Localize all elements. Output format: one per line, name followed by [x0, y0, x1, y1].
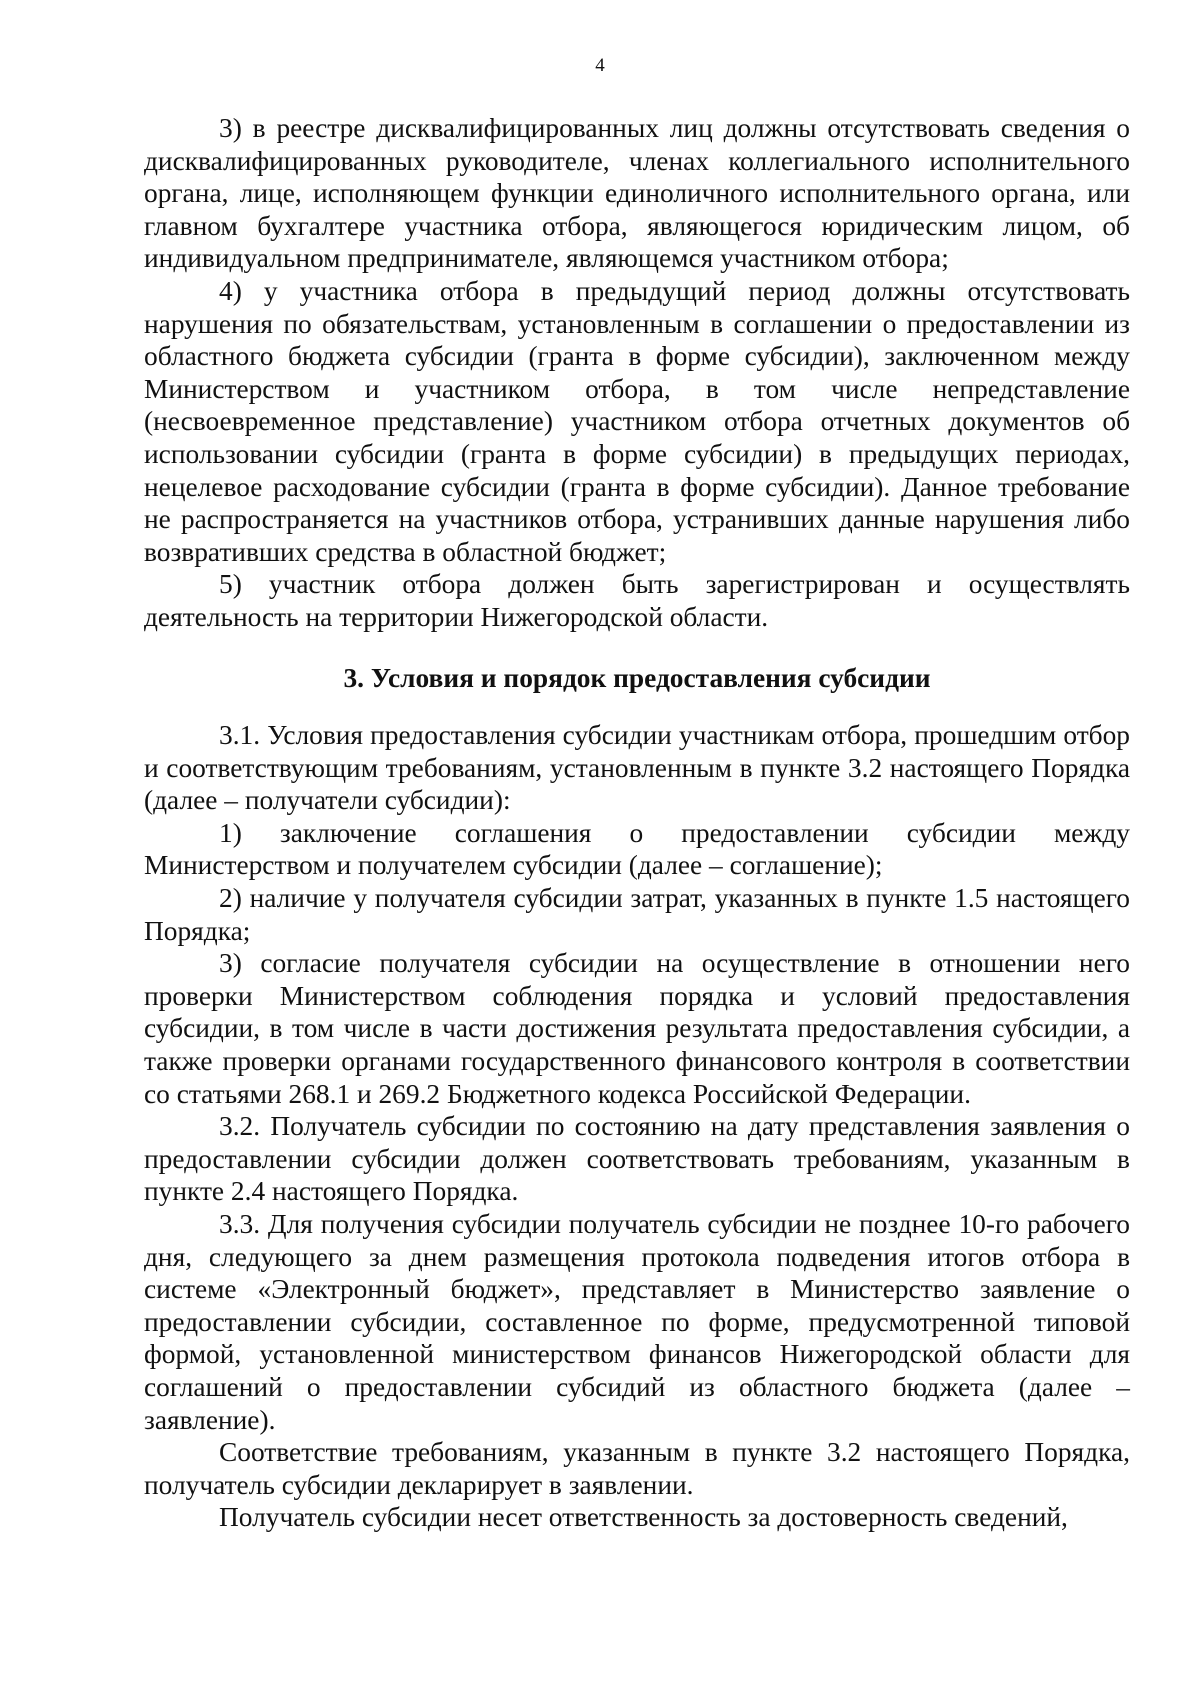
paragraph-3-1-item-1: 1) заключение соглашения о предоставлении субсидии между Министерством и получателем субсидии (далее – соглашение);: [144, 817, 1130, 881]
paragraph-3-3-responsibility: Получатель субсидии несет ответственность за достоверность сведений,: [219, 1502, 1068, 1533]
document-body: [144, 112, 1130, 1534]
paragraph-3-1: 3.1. Условия предоставления субсидии участникам отбора, прошедшим отбор и соответствующим требованиям, установленным в пункте 3.2 настоящего Порядка (далее – получатели субсидии):: [144, 720, 1130, 816]
section-heading: 3. Условия и порядок предоставления субсидии: [343, 662, 931, 693]
paragraph-3-2: 3.2. Получатель субсидии по состоянию на дату представления заявления о предоставлении субсидии должен соответствовать требованиям, указанным в пункте 2.4 настоящего Порядка.: [144, 1111, 1130, 1207]
paragraph-3-1-item-3: 3) согласие получателя субсидии на осуществление в отношении него проверки Министерством соблюдения порядка и условий предоставления субсидии, в том числе в части достижения результата предоставления субсидии, а также проверки органами государственного финансового контроля в соответствии со статьями 268.1 и 269.2 Бюджетного кодекса Российской Федерации.: [144, 948, 1130, 1109]
paragraph-3-1-item-2: 2) наличие у получателя субсидии затрат, указанных в пункте 1.5 настоящего Порядка;: [144, 883, 1130, 946]
paragraph-3-3: 3.3. Для получения субсидии получатель субсидии не позднее 10-го рабочего дня, следующего за днем размещения протокола подведения итогов отбора в системе «Электронный бюджет», представляет в Министерство заявление о предоставлении субсидии, составленное по форме, предусмотренной типовой формой, установленной министерством финансов Нижегородской области для соглашений о предоставлении субсидий из областного бюджета (далее – заявление).: [144, 1209, 1130, 1435]
page-number: 4: [595, 55, 605, 76]
paragraph-item-5: 5) участник отбора должен быть зарегистрирован и осуществлять деятельность на территории Нижегородской области.: [144, 569, 1130, 632]
paragraph-item-4: 4) у участника отбора в предыдущий период должны отсутствовать нарушения по обязательствам, установленным в соглашении о предоставлении из областного бюджета субсидии (гранта в форме субсидии), заключенном между Министерством и участником отбора, в том числе непредставление (несвоевременное представление) участником отбора отчетных документов об использовании субсидии (гранта в форме субсидии) в предыдущих периодах, нецелевое расходование субсидии (гранта в форме субсидии). Данное требование не распространяется на участников отбора, устранивших данные нарушения либо возвративших средства в областной бюджет;: [144, 275, 1130, 567]
paragraph-item-3: 3) в реестре дисквалифицированных лиц должны отсутствовать сведения о дисквалифицированных руководителе, членах коллегиального исполнительного органа, лице, исполняющем функции единоличного исполнительного органа, или главном бухгалтере участника отбора, являющегося юридическим лицом, об индивидуальном предпринимателе, являющемся участником отбора;: [144, 113, 1130, 274]
paragraph-3-3-declaration: Соответствие требованиям, указанным в пункте 3.2 настоящего Порядка, получатель субсидии декларирует в заявлении.: [144, 1437, 1130, 1500]
